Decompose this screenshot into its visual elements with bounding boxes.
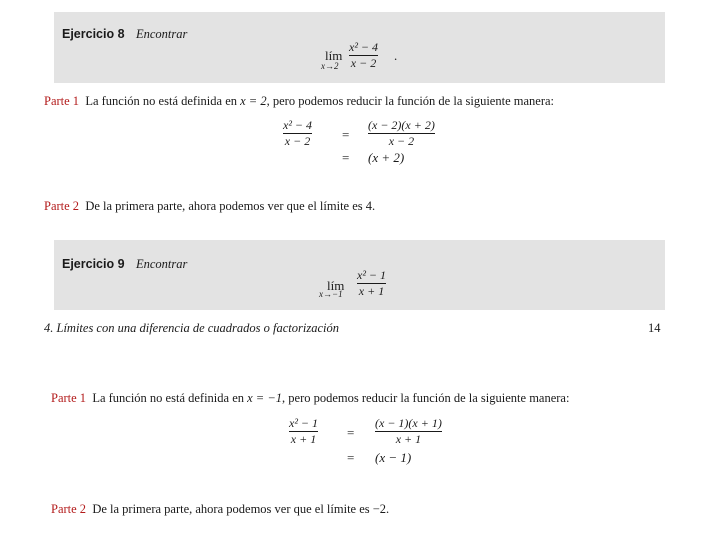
- ex8-rhs1-fraction: [368, 119, 435, 148]
- equals-sign: =: [347, 450, 355, 465]
- ex8-rhs2: (x + 2): [368, 150, 405, 165]
- equals-sign: =: [342, 150, 350, 165]
- ex9-lim: lím: [327, 278, 345, 293]
- ex9-limit-fraction: [357, 269, 386, 298]
- part-math: x = −1: [247, 391, 283, 405]
- part-label: Parte 2: [44, 199, 80, 213]
- equals-sign: =: [342, 127, 350, 142]
- ex9-numerator: x² − 1: [357, 268, 387, 282]
- exercise-8-title: Ejercicio 8: [62, 27, 125, 41]
- part-label: Parte 1: [44, 94, 80, 108]
- part-text: De la primera parte, ahora podemos ver que el límite es 4.: [85, 199, 376, 213]
- ex8-denominator: x − 2: [350, 56, 377, 70]
- rhs1-denominator: x − 2: [388, 134, 415, 148]
- exercise-8-keyword: Encontrar: [136, 27, 188, 41]
- ex8-limit-fraction: [349, 41, 378, 70]
- part-text: De la primera parte, ahora podemos ver que el límite es −2.: [92, 502, 390, 516]
- lhs-numerator: x² − 1: [289, 416, 319, 430]
- page-number: 14: [648, 321, 661, 335]
- lhs-numerator: x² − 4: [283, 118, 313, 132]
- ex9-rhs2: (x − 1): [375, 450, 412, 465]
- ex9-part2-line: [51, 502, 389, 517]
- lhs-denominator: x + 1: [290, 432, 317, 446]
- part-math: x = 2: [240, 94, 267, 108]
- part-label: Parte 1: [51, 391, 87, 405]
- ex8-part1-line: [44, 94, 554, 109]
- lhs-denominator: x − 2: [284, 134, 311, 148]
- ex9-denominator: x + 1: [358, 284, 385, 298]
- ex9-rhs1-fraction: [375, 417, 442, 446]
- ex9-part1-line: [51, 391, 569, 406]
- ex9-lim-sub: x→−1: [319, 289, 343, 299]
- part-text-b: , pero podemos reducir la función de la siguiente manera:: [266, 94, 555, 108]
- exercise-9-title: Ejercicio 9: [62, 257, 125, 271]
- ex8-numerator: x² − 4: [349, 40, 379, 54]
- exercise-9-keyword: Encontrar: [136, 257, 188, 271]
- ex8-lim-sub: x→2: [321, 61, 339, 71]
- rhs1-denominator: x + 1: [395, 432, 422, 446]
- part-text-b: , pero podemos reducir la función de la siguiente manera:: [282, 391, 570, 405]
- part-label: Parte 2: [51, 502, 87, 516]
- ex8-lim: lím: [325, 48, 343, 63]
- ex8-period: .: [394, 48, 398, 63]
- rhs1-numerator: (x − 2)(x + 2): [368, 118, 435, 132]
- ex8-lhs-fraction: [283, 119, 312, 148]
- ex9-lhs-fraction: [289, 417, 318, 446]
- part-text-a: La función no está definida en: [85, 94, 237, 108]
- ex8-part2-line: [44, 199, 375, 214]
- equals-sign: =: [347, 425, 355, 440]
- part-text-a: La función no está definida en: [92, 391, 244, 405]
- section-title: 4. Límites con una diferencia de cuadrados o factorización: [44, 321, 339, 335]
- rhs1-numerator: (x − 1)(x + 1): [375, 416, 442, 430]
